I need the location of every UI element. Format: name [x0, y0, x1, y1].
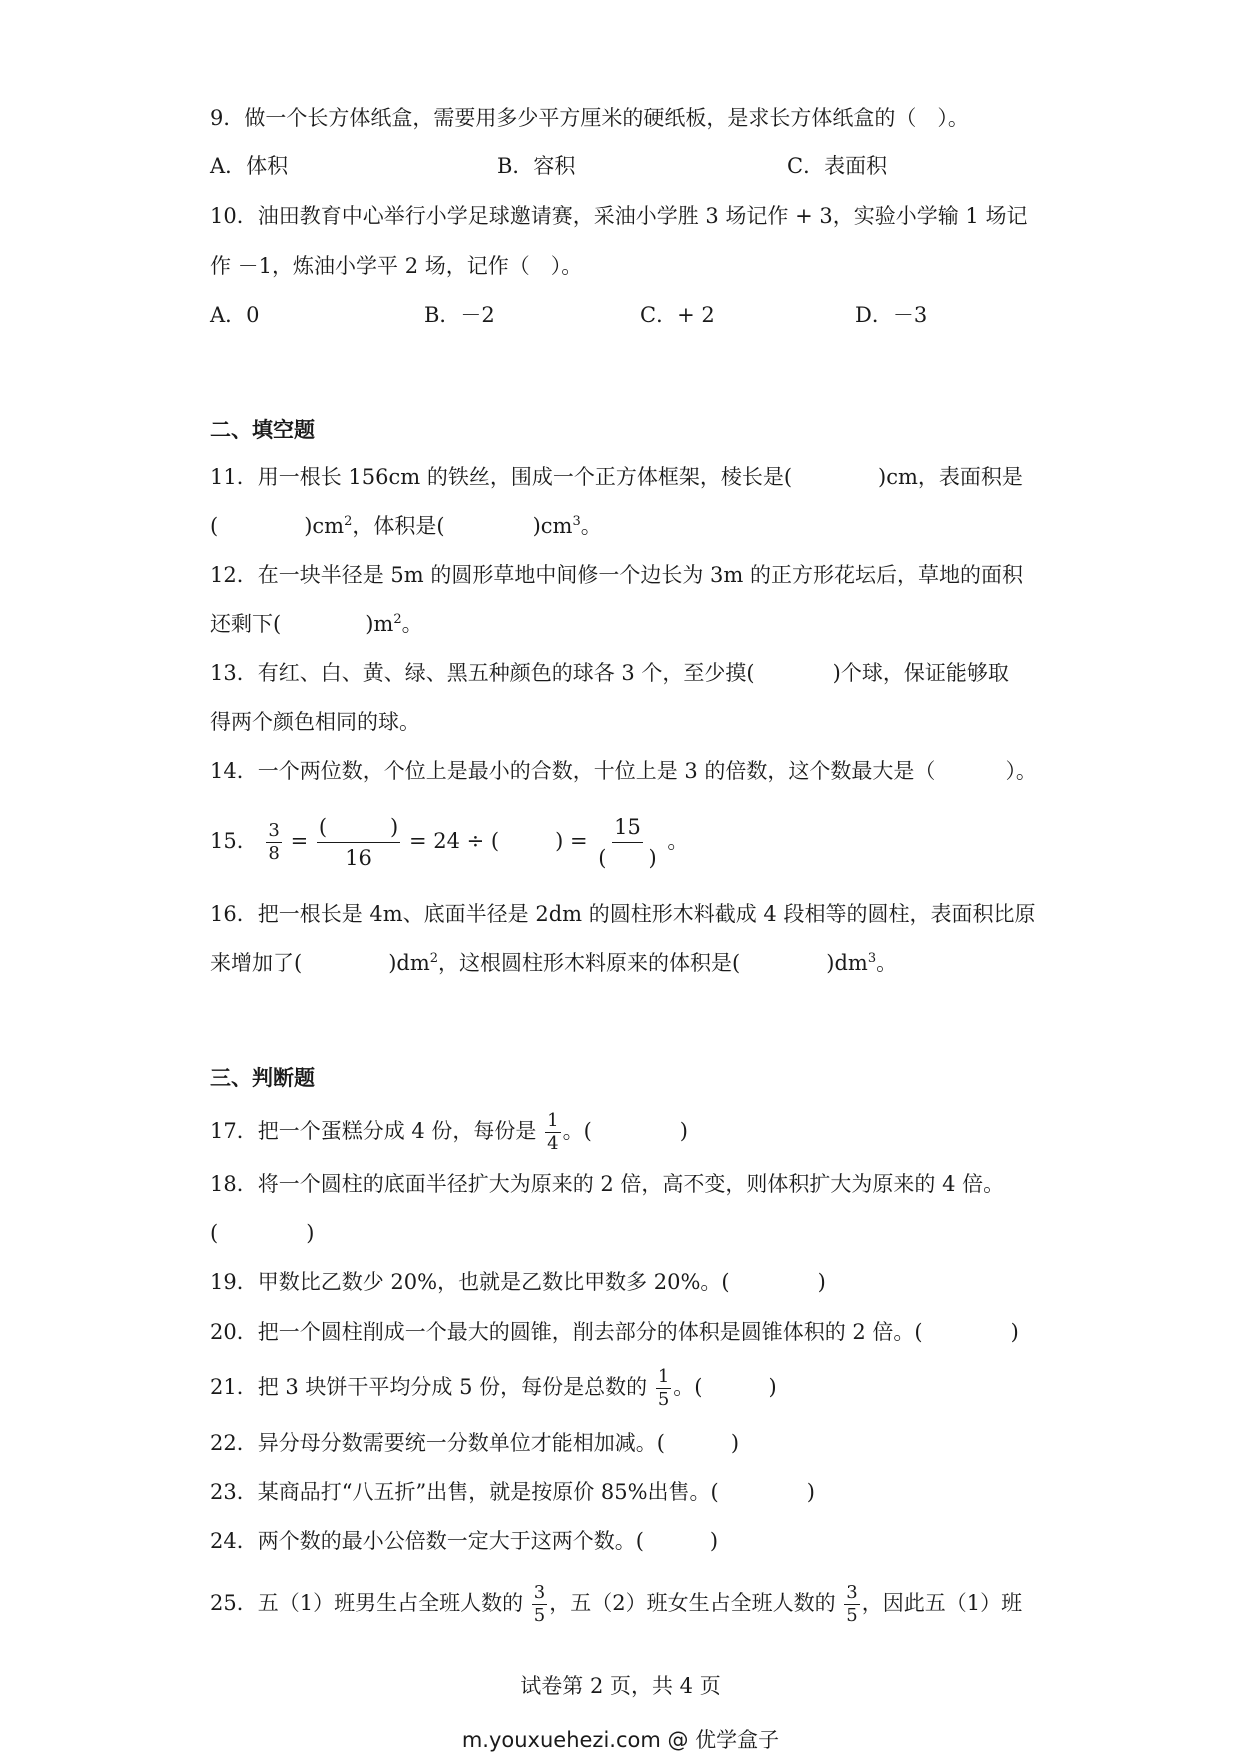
- q11-text-f: )cm: [532, 514, 573, 538]
- q17-text-c: ): [679, 1119, 688, 1143]
- q10-option-a: A．0: [210, 303, 260, 327]
- q12-text-b: )m: [365, 612, 394, 636]
- q15-fraction-2: [317, 812, 400, 873]
- q19-text-b: ): [817, 1270, 826, 1294]
- q25-num-2: 3: [846, 1582, 858, 1603]
- q9-option-a: A．体积: [210, 154, 289, 178]
- q13-text-a: 13．有红、白、黄、绿、黑五种颜色的球各 3 个，至少摸(: [210, 661, 755, 685]
- question-19: [210, 1268, 826, 1296]
- q22-text-a: 22．异分母分数需要统一分数单位才能相加减。(: [210, 1431, 665, 1455]
- question-12-line2: [210, 610, 423, 638]
- q15-fraction-3: [596, 812, 658, 873]
- q11-sup-2: 2: [344, 514, 353, 529]
- q21-text-c: ): [768, 1375, 777, 1399]
- question-17: [210, 1106, 688, 1156]
- q25-den-1: 5: [533, 1605, 546, 1626]
- q17-num: 1: [547, 1110, 559, 1131]
- q15-label: 15．: [210, 829, 258, 853]
- q19-text-a: 19．甲数比乙数少 20%，也就是乙数比甲数多 20%。(: [210, 1270, 730, 1294]
- q15-f2-den: 16: [345, 846, 372, 870]
- watermark: m.youxuehezi.com @ 优学盒子: [461, 1728, 780, 1752]
- q15-close: ): [555, 829, 564, 853]
- q15-div: = 24 ÷ (: [408, 829, 500, 853]
- question-18-line1: 18．将一个圆柱的底面半径扩大为原来的 2 倍，高不变，则体积扩大为原来的 4 倍。: [210, 1172, 1005, 1196]
- q17-fraction: [545, 1110, 560, 1155]
- section-title-true-false: 三、判断题: [210, 1066, 315, 1090]
- q17-text-a: 17．把一个蛋糕分成 4 份，每份是: [210, 1119, 537, 1143]
- q10-option-b: B．－2: [424, 303, 495, 327]
- question-24: [210, 1527, 718, 1555]
- q21-text-a: 21．把 3 块饼干平均分成 5 份，每份是总数的: [210, 1375, 648, 1399]
- q10-option-c: C．+ 2: [640, 303, 715, 327]
- q11-sup-3: 3: [572, 514, 581, 529]
- q16-sup-2: 2: [429, 951, 439, 966]
- question-16-line2: [210, 949, 897, 977]
- q14-text-a: 14．一个两位数，个位上是最小的合数，十位上是 3 的倍数，这个数最大是（: [210, 759, 936, 783]
- question-21: [210, 1362, 777, 1412]
- question-12-line1: 12．在一块半径是 5m 的圆形草地中间修一个边长为 3m 的正方形花坛后，草地的面积: [210, 563, 1023, 587]
- q25-text-c: ，因此五（1）班: [861, 1591, 1023, 1615]
- q24-text-b: ): [709, 1529, 719, 1553]
- q15-f1-den: 8: [268, 843, 280, 864]
- q25-den-2: 5: [846, 1605, 858, 1626]
- q25-fraction-2: [844, 1582, 859, 1627]
- q15-f1-num: 3: [268, 820, 280, 841]
- q13-text-b: )个球，保证能够取: [832, 661, 1009, 685]
- q25-text-b: ，五（2）班女生占全班人数的: [549, 1591, 836, 1615]
- q16-sup-3: 3: [867, 951, 877, 966]
- q16-text-c: ，这根圆柱形木料原来的体积是(: [438, 951, 741, 975]
- q15-end: 。: [667, 829, 689, 853]
- q25-text-a: 25．五（1）班男生占全班人数的: [210, 1591, 524, 1615]
- question-18-line2: [210, 1219, 314, 1247]
- q22-text-b: ): [730, 1431, 740, 1455]
- q11-text-g: 。: [580, 514, 602, 538]
- q24-text-a: 24．两个数的最小公倍数一定大于这两个数。(: [210, 1529, 644, 1553]
- question-25: [210, 1578, 1022, 1628]
- q12-sup: 2: [393, 612, 402, 627]
- q11-text-e: ，体积是(: [352, 514, 445, 538]
- question-10-line1: 10．油田教育中心举行小学足球邀请赛，采油小学胜 3 场记作 + 3，实验小学输 1 场记: [210, 204, 1028, 228]
- q18-text-a: (: [210, 1221, 219, 1245]
- q15-eq-2: =: [569, 829, 588, 853]
- q17-den: 4: [547, 1133, 559, 1154]
- q14-text-b: ）。: [1005, 759, 1037, 783]
- q23-text-a: 23．某商品打“八五折”出售，就是按原价 85%出售。(: [210, 1480, 719, 1504]
- q12-text-c: 。: [401, 612, 423, 636]
- q16-text-b: )dm: [388, 951, 430, 975]
- q21-fraction: [656, 1366, 671, 1411]
- q20-text-b: ): [1010, 1320, 1019, 1344]
- question-16-line1: 16．把一根长是 4m、底面半径是 2dm 的圆柱形木料截成 4 段相等的圆柱，表面积比原: [210, 902, 1036, 926]
- q9-option-c: C．表面积: [787, 154, 888, 178]
- question-15: [210, 812, 688, 872]
- q16-text-e: 。: [876, 951, 898, 975]
- q11-text-b: )cm，表面积是: [878, 465, 1023, 489]
- q16-text-a: 来增加了(: [210, 951, 303, 975]
- q15-fraction-1: [266, 820, 281, 865]
- question-9-stem: 9．做一个长方体纸盒，需要用多少平方厘米的硬纸板，是求长方体纸盒的（ ）。: [210, 106, 969, 130]
- q11-text-d: )cm: [304, 514, 345, 538]
- question-23: [210, 1478, 815, 1506]
- q18-text-b: ): [306, 1221, 315, 1245]
- q9-option-b: B．容积: [497, 154, 576, 178]
- q15-eq-1: =: [290, 829, 309, 853]
- q15-f3-den: ( ): [598, 846, 657, 870]
- q15-f2-num: ( ): [317, 812, 400, 843]
- question-11-line2: [210, 512, 602, 540]
- q17-text-b: 。(: [562, 1119, 592, 1143]
- q21-den: 5: [657, 1389, 670, 1410]
- q11-text-c: (: [210, 514, 219, 538]
- question-10-line2: 作 －1，炼油小学平 2 场，记作（ ）。: [210, 254, 583, 278]
- q10-option-d: D．－3: [855, 303, 928, 327]
- question-13-line1: [210, 659, 1009, 687]
- q16-text-d: )dm: [826, 951, 868, 975]
- q25-num-1: 3: [533, 1582, 546, 1603]
- q21-text-b: 。(: [673, 1375, 703, 1399]
- q25-fraction-1: [532, 1582, 547, 1627]
- q15-f3-num: 15: [612, 812, 643, 843]
- question-14: [210, 757, 1037, 785]
- q11-text-a: 11．用一根长 156cm 的铁丝，围成一个正方体框架，棱长是(: [210, 465, 793, 489]
- question-11-line1: [210, 463, 1023, 491]
- question-20: [210, 1318, 1019, 1346]
- question-13-line2: 得两个颜色相同的球。: [210, 710, 420, 734]
- q20-text-a: 20．把一个圆柱削成一个最大的圆锥，削去部分的体积是圆锥体积的 2 倍。(: [210, 1320, 923, 1344]
- section-title-fill-in: 二、填空题: [210, 418, 315, 442]
- q23-text-b: ): [806, 1480, 815, 1504]
- page-footer: 试卷第 2 页，共 4 页: [520, 1674, 721, 1698]
- q21-num: 1: [657, 1366, 670, 1387]
- q12-text-a: 还剩下(: [210, 612, 282, 636]
- question-22: [210, 1429, 739, 1457]
